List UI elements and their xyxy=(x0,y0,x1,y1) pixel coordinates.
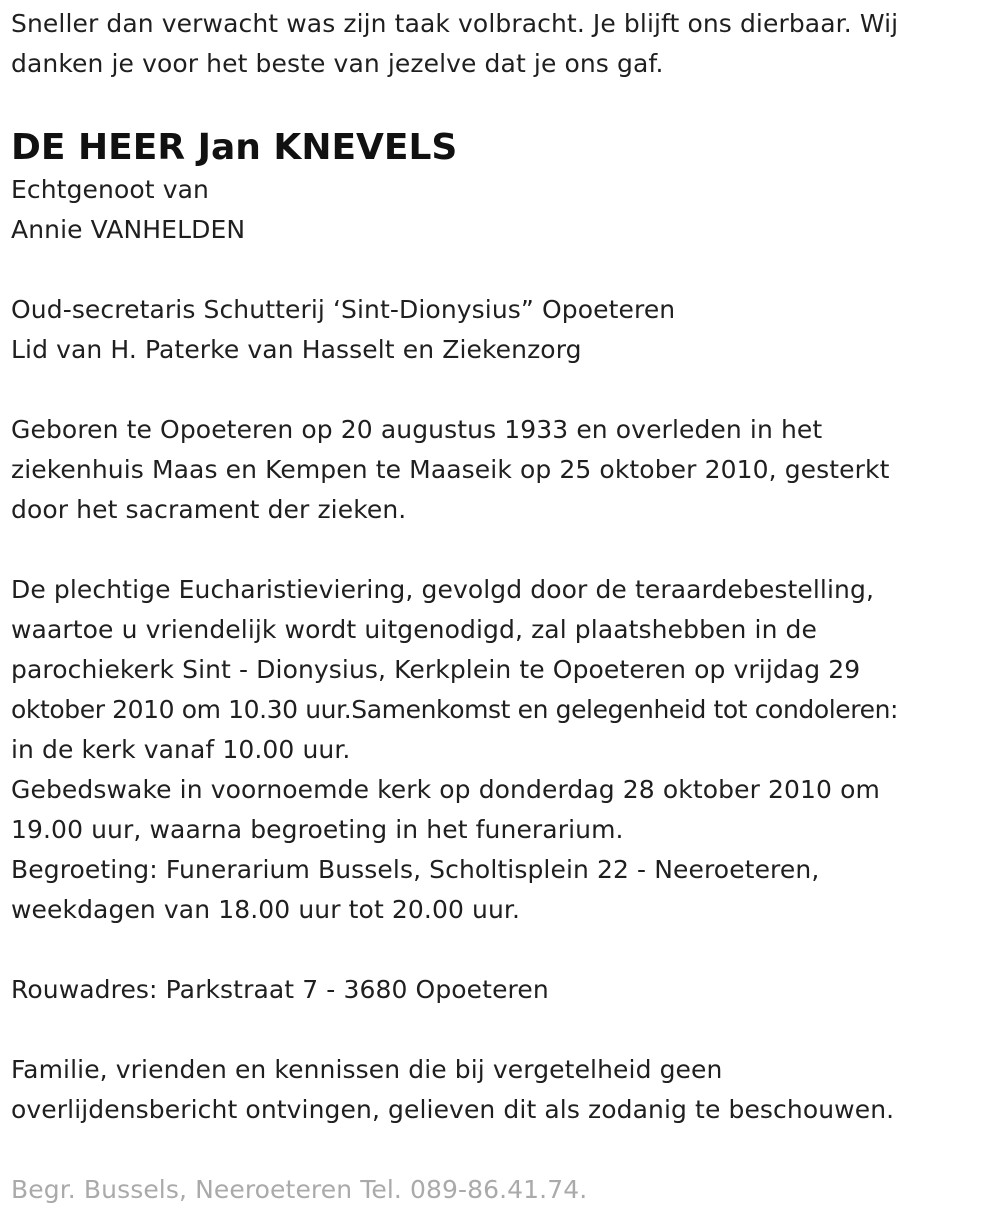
ceremony-line: Begroeting: Funerarium Bussels, Scholtisplein 22 - Neeroeteren, xyxy=(11,855,820,884)
birth-death-line: door het sacrament der zieken. xyxy=(11,495,407,524)
role-line: Oud-secretaris Schutterij ‘Sint-Dionysius” Opoeteren xyxy=(11,295,676,324)
spacer xyxy=(11,1010,996,1050)
spacer xyxy=(11,1130,996,1170)
ceremony-line: oktober 2010 om 10.30 uur.Samenkomst en gelegenheid tot condoleren: xyxy=(11,695,899,724)
intro-line: danken je voor het beste van jezelve dat je ons gaf. xyxy=(11,49,664,78)
relation-label: Echtgenoot van xyxy=(11,175,209,204)
spacer xyxy=(11,370,996,410)
ceremony-line: De plechtige Eucharistieviering, gevolgd door de teraardebestelling, xyxy=(11,575,874,604)
obituary-notice xyxy=(11,4,996,1210)
notice-paragraph xyxy=(11,1050,996,1130)
spacer xyxy=(11,530,996,570)
notice-line: Familie, vrienden en kennissen die bij vergetelheid geen xyxy=(11,1055,723,1084)
ceremony-line: 19.00 uur, waarna begroeting in het funerarium. xyxy=(11,815,624,844)
funeral-home-footer: Begr. Bussels, Neeroeteren Tel. 089-86.41.74. xyxy=(11,1175,588,1204)
intro-paragraph xyxy=(11,4,996,84)
spacer xyxy=(11,930,996,970)
roles-paragraph xyxy=(11,290,996,370)
ceremony-line: parochiekerk Sint - Dionysius, Kerkplein te Opoeteren op vrijdag 29 xyxy=(11,655,861,684)
intro-line: Sneller dan verwacht was zijn taak volbracht. Je blijft ons dierbaar. Wij xyxy=(11,9,899,38)
deceased-block xyxy=(11,124,996,250)
spouse-name: Annie VANHELDEN xyxy=(11,215,246,244)
ceremony-line: weekdagen van 18.00 uur tot 20.00 uur. xyxy=(11,895,521,924)
role-line: Lid van H. Paterke van Hasselt en Ziekenzorg xyxy=(11,335,582,364)
ceremony-line: in de kerk vanaf 10.00 uur. xyxy=(11,735,351,764)
ceremony-line: Gebedswake in voornoemde kerk op donderdag 28 oktober 2010 om xyxy=(11,775,880,804)
birth-death-line: ziekenhuis Maas en Kempen te Maaseik op 25 oktober 2010, gesterkt xyxy=(11,455,890,484)
spacer xyxy=(11,84,996,122)
birth-death-paragraph xyxy=(11,410,996,530)
spacer xyxy=(11,250,996,290)
birth-death-line: Geboren te Opoeteren op 20 augustus 1933 en overleden in het xyxy=(11,415,823,444)
deceased-name-title: DE HEER Jan KNEVELS xyxy=(11,127,458,168)
mourning-address: Rouwadres: Parkstraat 7 - 3680 Opoeteren xyxy=(11,975,549,1004)
notice-line: overlijdensbericht ontvingen, gelieven dit als zodanig te beschouwen. xyxy=(11,1095,895,1124)
ceremony-line: waartoe u vriendelijk wordt uitgenodigd, zal plaatshebben in de xyxy=(11,615,818,644)
ceremony-paragraph xyxy=(11,570,996,930)
